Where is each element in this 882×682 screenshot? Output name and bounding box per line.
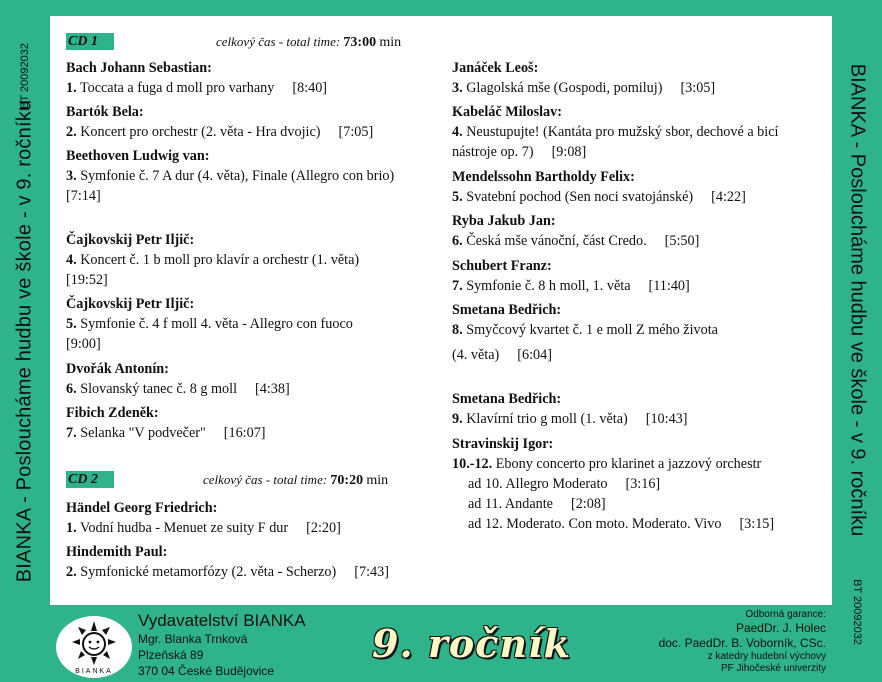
track: [452, 231, 824, 251]
guarantee-title: Odborná garance:: [745, 609, 826, 620]
grade-title: 9. ročník: [372, 621, 571, 666]
composer: Ryba Jakub Jan:: [452, 213, 556, 229]
composer: Mendelssohn Bartholdy Felix:: [452, 169, 635, 185]
track: [66, 379, 436, 399]
track: [452, 320, 824, 340]
track-title: Vodní hudba - Menuet ze suity F dur: [79, 520, 289, 536]
publisher-info: [138, 611, 306, 679]
cd2-total-time: [203, 472, 388, 489]
movement: [452, 514, 824, 534]
track: [66, 122, 436, 142]
track-entry: [66, 294, 426, 354]
left-spine: [0, 0, 50, 682]
publisher-person: Mgr. Blanka Trnková: [138, 632, 248, 646]
track-number: 7.: [66, 425, 77, 441]
track-entry: [66, 403, 436, 443]
spine-code: BT 20092032: [19, 43, 31, 109]
track-title-continued: (4. věta): [452, 347, 500, 363]
track-entry: [66, 542, 446, 582]
guarantee-name: PaedDr. J. Holec: [735, 621, 826, 635]
track-number: 1.: [66, 520, 77, 536]
track-number: 6.: [66, 381, 77, 397]
cd1-header: [66, 33, 436, 51]
track: [66, 250, 426, 290]
track-title: Neustupujte! (Kantáta pro mužský sbor, dechové a bicí nástroje op. 7): [452, 124, 779, 160]
track: [66, 166, 426, 206]
track-title: Slovanský tanec č. 8 g moll: [80, 381, 238, 397]
track-entry: [452, 300, 824, 365]
track: [452, 78, 824, 98]
composer: Dvořák Antonín:: [66, 361, 169, 377]
composer: Schubert Franz:: [452, 258, 552, 274]
cd2-tag: CD 2: [66, 471, 114, 488]
cd1-total-time: [216, 34, 401, 51]
composer: Hindemith Paul:: [66, 544, 168, 560]
time-value: 70:20: [330, 473, 364, 488]
track-duration: [7:14]: [66, 188, 101, 204]
track-title: Glagolská mše (Gospodi, pomiluj): [466, 80, 663, 96]
track-duration: [4:38]: [255, 381, 290, 397]
track-number: 1.: [66, 80, 77, 96]
track-number: 6.: [452, 233, 463, 249]
track-number: 8.: [452, 322, 463, 338]
spine-code: BT 20092032: [851, 579, 863, 645]
track-entry: [66, 230, 426, 290]
spine-title: BIANKA - Posloucháme hudbu ve škole - v 9. ročníku: [846, 63, 869, 537]
track-entry: [66, 498, 436, 538]
track-duration: [19:52]: [66, 272, 108, 288]
movement-duration: [3:15]: [739, 516, 775, 532]
composer: Bartók Bela:: [66, 104, 144, 120]
track: [452, 276, 824, 296]
track-number: 4.: [66, 252, 77, 268]
track-duration: [16:07]: [223, 425, 266, 441]
footer: [50, 605, 832, 682]
track-entry: [66, 58, 436, 98]
time-label: celkový čas - total time:: [216, 34, 341, 49]
track: [66, 518, 436, 538]
track-number: 3.: [452, 80, 463, 96]
track-entry: [66, 146, 426, 206]
track-duration: [4:22]: [711, 189, 746, 205]
composer: Händel Georg Friedrich:: [66, 500, 218, 516]
track-duration: [8:40]: [292, 80, 328, 96]
composer: Smetana Bedřich:: [452, 302, 562, 318]
track-title: Česká mše vánoční, část Credo.: [466, 233, 647, 249]
spine-title: BIANKA - Posloucháme hudbu ve škole - v 9. ročníku: [13, 99, 36, 583]
publisher-name: Vydavatelství BIANKA: [138, 611, 306, 630]
publisher-street: Plzeňská 89: [138, 648, 204, 662]
guarantee-name: doc. PaedDr. B. Voborník, CSc.: [658, 636, 826, 650]
time-label: celkový čas - total time:: [203, 472, 328, 487]
composer: Smetana Bedřich:: [452, 391, 562, 407]
right-spine: [832, 0, 882, 682]
track-title: Ebony concerto pro klarinet a jazzový orchestr: [495, 456, 762, 472]
track-duration: [3:05]: [680, 80, 716, 96]
composer: Fibich Zdeněk:: [66, 405, 159, 421]
track: [452, 454, 824, 474]
track-number: 10.-12.: [452, 456, 493, 472]
track-duration: [2:20]: [306, 520, 341, 536]
track-number: 3.: [66, 168, 77, 184]
track-title: Symfonie č. 4 f moll 4. věta - Allegro con fuoco: [80, 316, 353, 332]
publisher-city: 370 04 České Budějovice: [138, 664, 275, 678]
track-duration: [10:43]: [645, 411, 688, 427]
time-value: 73:00: [343, 35, 377, 50]
movement-title: ad 10. Allegro Moderato: [468, 476, 608, 492]
movement-duration: [2:08]: [570, 496, 606, 512]
composer: Čajkovskij Petr Iljič:: [66, 232, 195, 248]
movement: [452, 494, 824, 514]
movement-title: ad 12. Moderato. Con moto. Moderato. Vivo: [468, 516, 722, 532]
track-title: Symfonie č. 8 h moll, 1. věta: [466, 278, 631, 294]
track-number: 5.: [452, 189, 463, 205]
guarantee-department: z katedry hudební výchovy: [707, 651, 826, 662]
track: [66, 423, 436, 443]
track-number: 2.: [66, 124, 77, 140]
track: [452, 122, 817, 162]
track-title: Koncert č. 1 b moll pro klavír a orchestr (1. věta): [80, 252, 360, 268]
track-title: Smyčcový kvartet č. 1 e moll Z mého života: [466, 322, 718, 338]
track-entry: [452, 58, 824, 98]
cd2-header: [66, 471, 436, 489]
movement: [452, 474, 824, 494]
track-entry: [452, 256, 824, 296]
track: [66, 314, 426, 354]
track-entry: [452, 389, 824, 429]
track-entry: [452, 434, 824, 534]
composer: Bach Johann Sebastian:: [66, 60, 212, 76]
track-entry: [452, 167, 824, 207]
track-number: 9.: [452, 411, 463, 427]
composer: Janáček Leoš:: [452, 60, 539, 76]
track-duration: [9:08]: [551, 144, 587, 160]
track-number: 7.: [452, 278, 463, 294]
track-duration: [5:50]: [664, 233, 700, 249]
track-title: Svatební pochod (Sen noci svatojánské): [466, 189, 694, 205]
track-title: Symfonické metamorfózy (2. věta - Scherzo): [80, 564, 337, 580]
time-unit: min: [366, 473, 389, 488]
track-duration: [6:04]: [517, 347, 552, 363]
track-duration: [7:05]: [338, 124, 374, 140]
track-number: 4.: [452, 124, 463, 140]
movement-title: ad 11. Andante: [468, 496, 553, 512]
composer: Stravinskij Igor:: [452, 436, 554, 452]
time-unit: min: [379, 35, 402, 50]
composer: Čajkovskij Petr Iljič:: [66, 296, 195, 312]
track-title: Koncert pro orchestr (2. věta - Hra dvojic): [80, 124, 321, 140]
track: [452, 409, 824, 429]
track-continued: [452, 345, 824, 365]
track-duration: [9:00]: [66, 336, 101, 352]
guarantee-faculty: PF Jihočeské univerzity: [720, 663, 826, 674]
track-entry: [452, 102, 817, 162]
track-duration: [11:40]: [648, 278, 690, 294]
track-number: 2.: [66, 564, 77, 580]
track-entry: [452, 211, 824, 251]
logo-text: BIANKA: [75, 668, 113, 675]
cd1-tag: CD 1: [66, 33, 114, 50]
track-number: 5.: [66, 316, 77, 332]
composer: Kabeláč Miloslav:: [452, 104, 562, 120]
track: [452, 187, 824, 207]
movement-duration: [3:16]: [625, 476, 661, 492]
track-title: Symfonie č. 7 A dur (4. věta), Finale (Allegro con brio): [80, 168, 395, 184]
track-entry: [66, 102, 436, 142]
guarantee-info: [659, 609, 826, 675]
track: [66, 78, 436, 98]
bianka-logo-icon: [54, 609, 138, 679]
track-duration: [7:43]: [354, 564, 389, 580]
track-title: Selanka "V podvečer": [80, 425, 206, 441]
track: [66, 562, 446, 582]
track-title: Toccata a fuga d moll pro varhany: [79, 80, 275, 96]
track-entry: [66, 359, 436, 399]
composer: Beethoven Ludwig van:: [66, 148, 210, 164]
tracklist-panel: [50, 16, 832, 605]
track-title: Klavírní trio g moll (1. věta): [466, 411, 628, 427]
